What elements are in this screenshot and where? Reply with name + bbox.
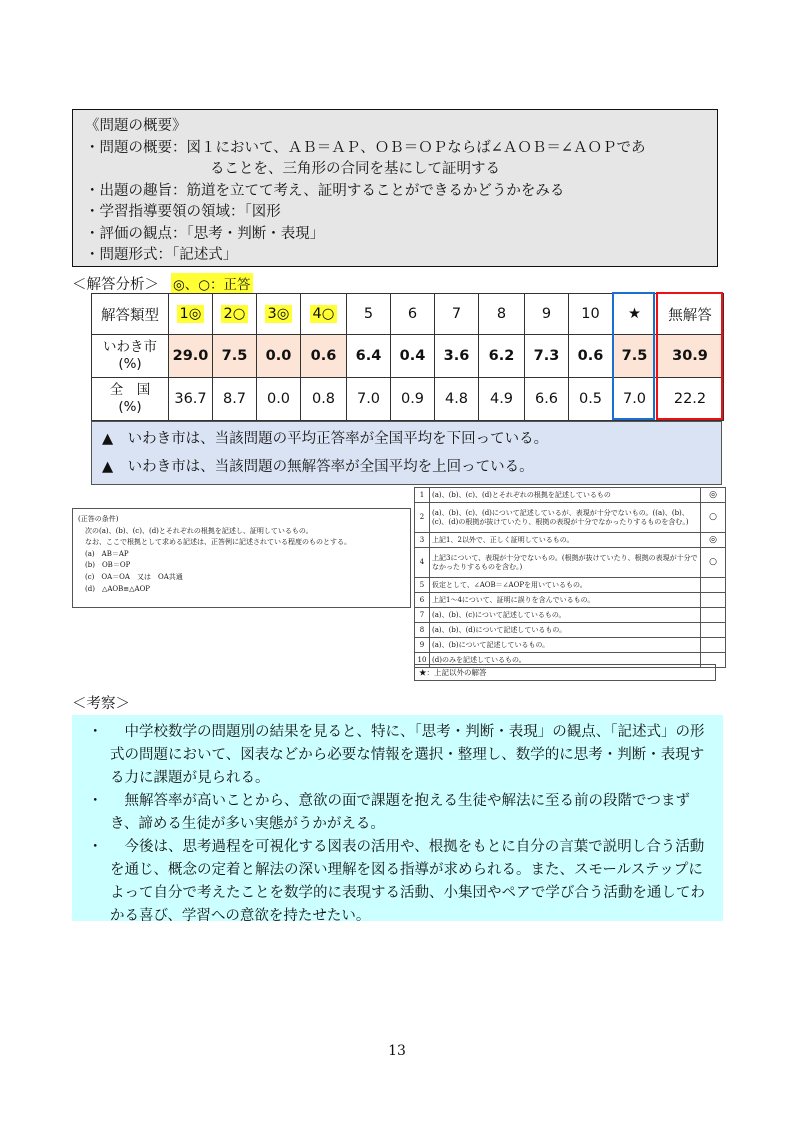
correct-answer-legend: ◎、○：正答 [171,273,253,293]
analysis-label: ＜解答分析＞ [72,277,159,293]
header-cell [169,294,213,335]
criteria-row [415,548,726,578]
row-label-cell [92,335,169,378]
discussion-box [72,715,723,924]
criteria-mark: ○ [701,548,726,578]
discussion-item [82,721,717,790]
value-cell: 22.2 [657,378,724,421]
row-unit: (%) [118,356,142,372]
header-cell: 8 [479,294,525,335]
notes-box [91,421,722,485]
criteria-mark [701,623,726,638]
criteria-num: 9 [415,638,430,653]
criteria-num: 5 [415,578,430,593]
criteria-row [415,608,726,623]
criteria-text: 上記1、2以外で、正しく証明しているもの。 [430,533,701,548]
criteria-num: 7 [415,608,430,623]
bullet: ・ [88,839,103,855]
criteria-num: 10 [415,653,430,668]
value-cell: 4.8 [435,378,479,421]
condition-line: (d) △AOB≡△AOP [78,584,151,593]
criteria-mark [701,593,726,608]
bullet: ・ [88,724,103,740]
value-cell: 6.6 [525,378,569,421]
overview-summary-line2: ることを、三角形の合同を基にして証明する [210,161,500,177]
value-cell: 0.6 [301,335,347,378]
overview-heading: 《問題の概要》 [85,118,187,134]
header-text: 4○ [310,305,338,323]
criteria-row [415,638,726,653]
condition-line: (c) OA＝OA 又は OA共通 [78,572,183,581]
header-cell: 7 [435,294,479,335]
overview-evaluation: ・評価の観点：「思考・判断・表現」 [85,225,325,242]
criteria-mark [701,638,726,653]
bullet: ・ [88,793,103,809]
value-cell: 0.0 [257,335,301,378]
correct-conditions-box [72,508,411,608]
criteria-text: (a)、(b)、(d)について記述しているもの。 [430,623,701,638]
criteria-mark [701,608,726,623]
value-cell: 0.5 [569,378,613,421]
discussion-item [82,790,717,836]
condition-line: 次の(a)、(b)、(c)、(d)とそれぞれの根拠を記述し、証明しているもの。 [78,526,313,535]
criteria-num: 2 [415,503,430,533]
header-cell: 無解答 [657,294,724,335]
value-cell: 36.7 [169,378,213,421]
condition-line: なお、ここで根拠として求める記述は、正答例に記述されている程度のものとする。 [78,538,351,547]
value-cell: 3.6 [435,335,479,378]
value-cell: 7.5 [213,335,257,378]
value-cell: 7.5 [613,335,657,378]
header-text: 1◎ [177,305,205,323]
header-text: 3◎ [265,305,293,323]
value-cell: 8.7 [213,378,257,421]
criteria-mark: ○ [701,503,726,533]
header-cell: 5 [347,294,391,335]
criteria-text: (a)、(b)、(c)、(d)について記述しているが、表現が十分でないもの。((a)、(b)、(c)、(d)の根拠が抜けていたり、根拠の表現が十分でなかったりするものを含む。) [430,503,701,533]
criteria-num: 4 [415,548,430,578]
criteria-text: (d)のみを記述しているもの。 [430,653,701,668]
value-cell: 0.9 [391,378,435,421]
criteria-row [415,578,726,593]
value-cell: 7.0 [613,378,657,421]
criteria-num: 3 [415,533,430,548]
criteria-footer: ★：上記以外の解答 [414,664,716,681]
overview-format: ・問題形式：「記述式」 [85,247,238,263]
discussion-text: 無解答率が高いことから、意欲の面で課題を抱える生徒や解法に至る前の段階でつまずき、諦める生徒が多い実態がうかがえる。 [110,793,690,832]
criteria-text: 上記3について、表現が十分でないもの。(根拠が抜けていたり、根拠の表現が十分でなかったりするものを含む。) [430,548,701,578]
criteria-mark [701,578,726,593]
criteria-text: (a)、(b)について記述しているもの。 [430,638,701,653]
criteria-text: 仮定として、∠AOB＝∠AOPを用いているもの。 [430,578,701,593]
header-cell: ★ [613,294,657,335]
value-cell: 0.4 [391,335,435,378]
criteria-num: 8 [415,623,430,638]
criteria-row [415,623,726,638]
row-unit: (%) [118,399,142,415]
criteria-num: 6 [415,593,430,608]
criteria-row [415,593,726,608]
criteria-text: (a)、(b)、(c)について記述しているもの。 [430,608,701,623]
header-cell [257,294,301,335]
criteria-mark: ◎ [701,533,726,548]
value-cell: 6.2 [479,335,525,378]
page-number: 13 [388,1043,406,1059]
row-label-cell [92,378,169,421]
value-cell: 4.9 [479,378,525,421]
value-cell: 7.0 [347,378,391,421]
no-answer-column-frame [656,292,723,420]
condition-line: (正答の条件) [78,515,119,523]
value-cell: 30.9 [657,335,724,378]
criteria-text: (a)、(b)、(c)、(d)とそれぞれの根拠を記述しているもの [430,488,701,503]
problem-overview-box [72,109,718,267]
value-cell: 0.8 [301,378,347,421]
discussion-label: ＜考察＞ [72,696,130,712]
value-cell: 29.0 [169,335,213,378]
header-text: 2○ [221,305,249,323]
criteria-row [415,503,726,533]
condition-line: (a) AB＝AP [78,549,129,558]
header-cell: 9 [525,294,569,335]
value-cell: 0.6 [569,335,613,378]
header-cell: 10 [569,294,613,335]
discussion-text: 中学校数学の問題別の結果を見ると、特に、「思考・判断・表現」の観点、「記述式」の形式の問題において、図表などから必要な情報を選択・整理し、数学的に思考・判断・表現する力に課題が見られる。 [110,724,705,786]
condition-line: (b) OB＝OP [78,561,131,570]
header-label-cell: 解答類型 [92,294,169,335]
row-label: 全 国 [109,382,151,398]
criteria-num: 1 [415,488,430,503]
answer-type-criteria-table [414,487,726,668]
value-cell: 0.0 [257,378,301,421]
overview-domain: ・学習指導要領の領域：「図形 [85,204,281,220]
discussion-text: 今後は、思考過程を可視化する図表の活用や、根拠をもとに自分の言葉で説明し合う活動を通じ、概念の定着と解法の深い理解を図る指導が求められる。また、スモールステップによって自分で考えたことを数学的に表現する活動、小集団やペアで学び合う活動を通してわかる喜び、学習への意欲を持たせたい。 [110,839,705,924]
note-item: ▲ いわき市は、当該問題の平均正答率が全国平均を下回っている。 [102,431,549,447]
header-cell: 6 [391,294,435,335]
note-item: ▲ いわき市は、当該問題の無解答率が全国平均を上回っている。 [102,459,534,475]
header-cell [301,294,347,335]
criteria-text: 上記1～4について、証明に誤りを含んでいるもの。 [430,593,701,608]
row-label: いわき市 [103,339,157,355]
header-cell [213,294,257,335]
overview-intent: ・出題の趣旨：筋道を立てて考え、証明することができるかどうかをみる [85,182,565,199]
value-cell: 7.3 [525,335,569,378]
discussion-item [82,836,717,928]
overview-summary-line1: ・問題の概要：図１において、ＡＢ＝ＡＰ、ＯＢ＝ＯＰならば∠ＡＯＢ＝∠ＡＯＰであ [85,139,646,156]
criteria-mark: ◎ [701,488,726,503]
criteria-row [415,533,726,548]
value-cell: 6.4 [347,335,391,378]
criteria-row [415,488,726,503]
star-column-frame [612,292,655,420]
